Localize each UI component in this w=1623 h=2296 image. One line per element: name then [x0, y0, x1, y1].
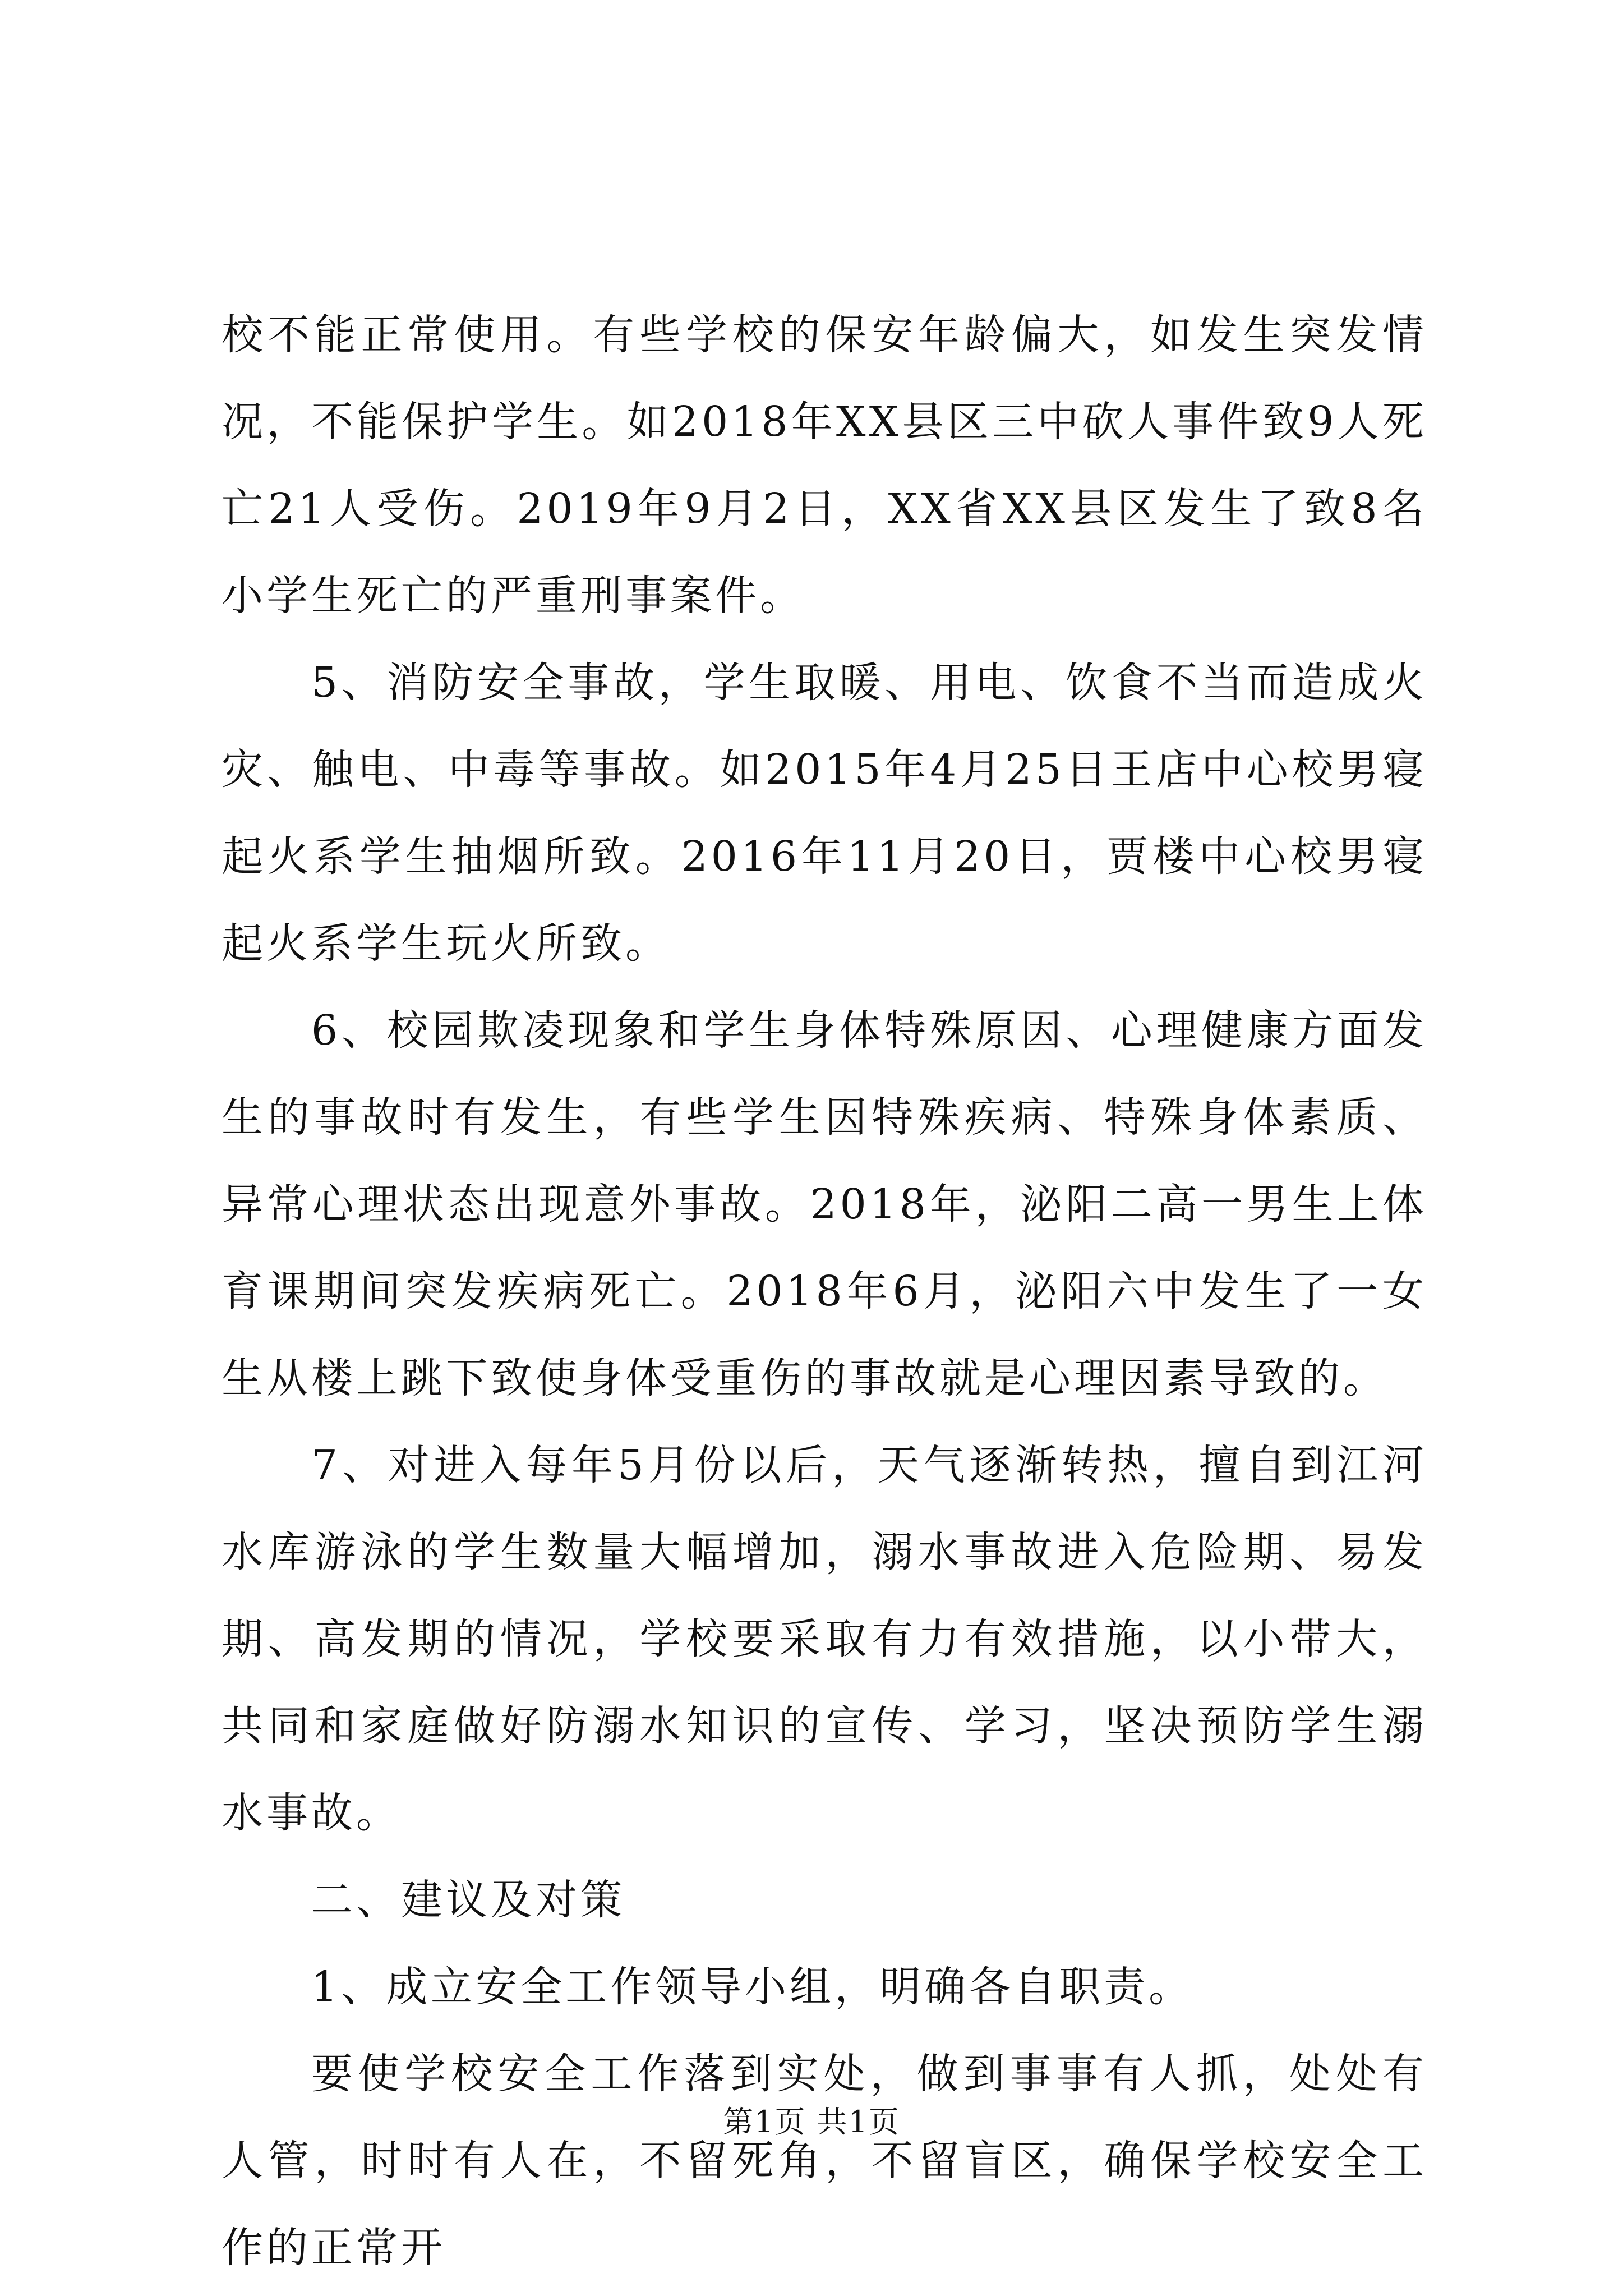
body-text — [222, 292, 1427, 2292]
paragraph-6: 要使学校安全工作落到实处，做到事事有人抓，处处有人管，时时有人在，不留死角，不留盲区，确保学校安全工作的正常开 — [222, 2050, 1427, 2272]
section-heading-suggestions: 二、建议及对策 — [311, 1876, 625, 1924]
paragraph-5: 1、成立安全工作领导小组，明确各自职责。 — [311, 1963, 1194, 2011]
paragraph-2: 5、消防安全事故，学生取暖、用电、饮食不当而造成火灾、触电、中毒等事故。如2015年4月25日王店中心校男寝起火系学生抽烟所致。2016年11月20日，贾楼中心校男寝起火系学生玩火所致。 — [222, 659, 1427, 968]
paragraph-1: 校不能正常使用。有些学校的保安年龄偏大，如发生突发情况，不能保护学生。如2018年XX县区三中砍人事件致9人死亡21人受伤。2019年9月2日，XX省XX县区发生了致8名小学生死亡的严重刑事案件。 — [222, 311, 1427, 620]
page-footer: 第1页 共1页 — [723, 2104, 900, 2139]
paragraph-3: 6、校园欺凌现象和学生身体特殊原因、心理健康方面发生的事故时有发生，有些学生因特殊疾病、特殊身体素质、异常心理状态出现意外事故。2018年，泌阳二高一男生上体育课期间突发疾病死亡。2018年6月，泌阳六中发生了一女生从楼上跳下致使身体受重伤的事故就是心理因素导致的。 — [222, 1006, 1427, 1402]
paragraph-4: 7、对进入每年5月份以后，天气逐渐转热，擅自到江河水库游泳的学生数量大幅增加，溺水事故进入危险期、易发期、高发期的情况，学校要采取有力有效措施，以小带大，共同和家庭做好防溺水知识的宣传、学习，坚决预防学生溺水事故。 — [222, 1441, 1427, 1837]
